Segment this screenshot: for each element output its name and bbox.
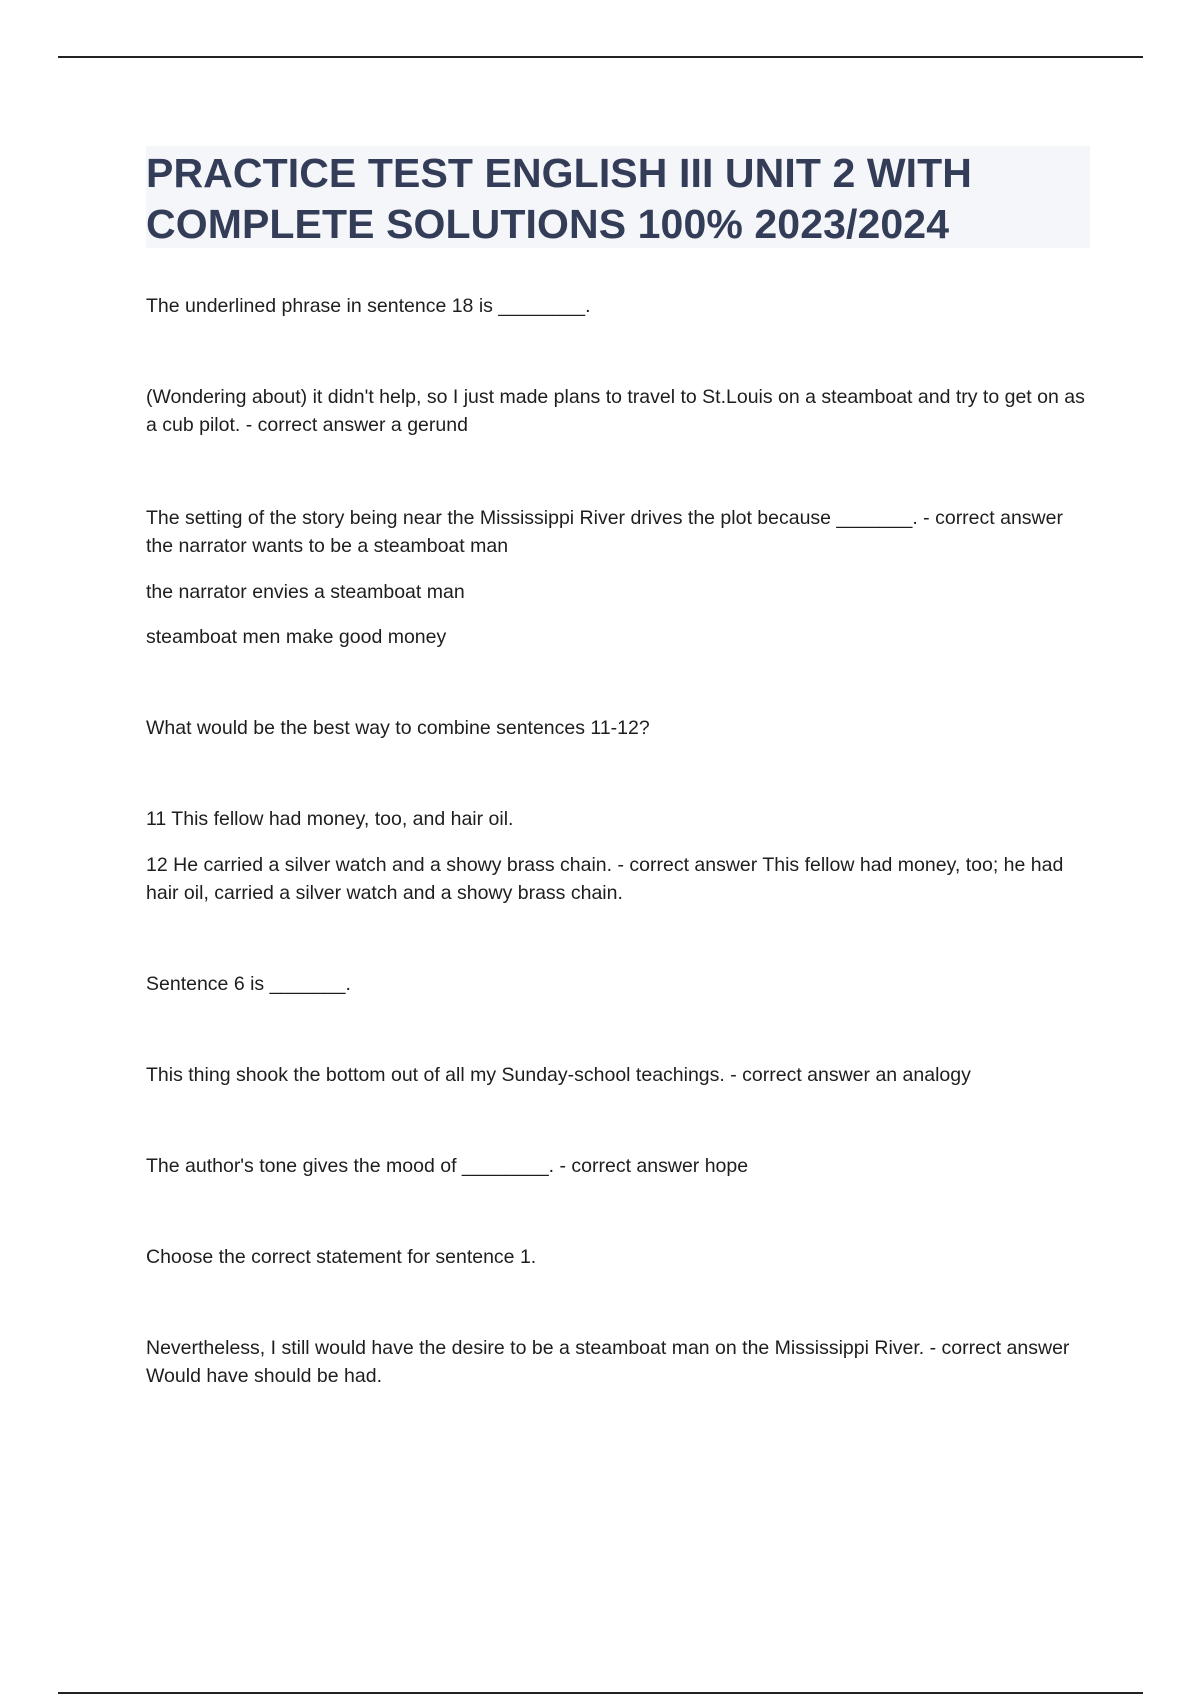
question-1-prompt: The underlined phrase in sentence 18 is ________. xyxy=(146,295,591,317)
header-rule xyxy=(58,56,1143,58)
question-3-answer: 12 He carried a silver watch and a showy brass chain. - correct answer This fellow had money, too; he had hair oil, carried a silver watch and a showy brass chain. xyxy=(146,854,1064,904)
question-1-answer: (Wondering about) it didn't help, so I just made plans to travel to St.Louis on a steamboat and try to get on as a cub pilot. - correct answer a gerund xyxy=(146,386,1085,436)
question-5-answer: The author's tone gives the mood of ________. - correct answer hope xyxy=(146,1155,749,1177)
title-line-1: PRACTICE TEST ENGLISH III UNIT 2 WITH xyxy=(146,150,973,196)
footer-rule xyxy=(58,1692,1143,1694)
question-3-prompt: What would be the best way to combine sentences 11-12? xyxy=(146,717,650,739)
title-line-2: COMPLETE SOLUTIONS 100% 2023/2024 xyxy=(146,201,950,247)
question-2-option: steamboat men make good money xyxy=(146,626,447,648)
question-3-sentence-11: 11 This fellow had money, too, and hair oil. xyxy=(146,808,514,830)
title-block xyxy=(146,146,1090,248)
question-2-option: the narrator envies a steamboat man xyxy=(146,581,465,603)
document-title xyxy=(146,148,1090,250)
question-4-answer: This thing shook the bottom out of all my Sunday-school teachings. - correct answer an analogy xyxy=(146,1064,971,1086)
question-4-prompt: Sentence 6 is _______. xyxy=(146,973,351,995)
question-6-prompt: Choose the correct statement for sentence 1. xyxy=(146,1246,537,1268)
question-6-answer: Nevertheless, I still would have the desire to be a steamboat man on the Mississippi River. - correct answer Would have should be had. xyxy=(146,1337,1070,1387)
question-2-answer: The setting of the story being near the Mississippi River drives the plot because _______. - correct answer the narrator wants to be a steamboat man xyxy=(146,507,1063,557)
